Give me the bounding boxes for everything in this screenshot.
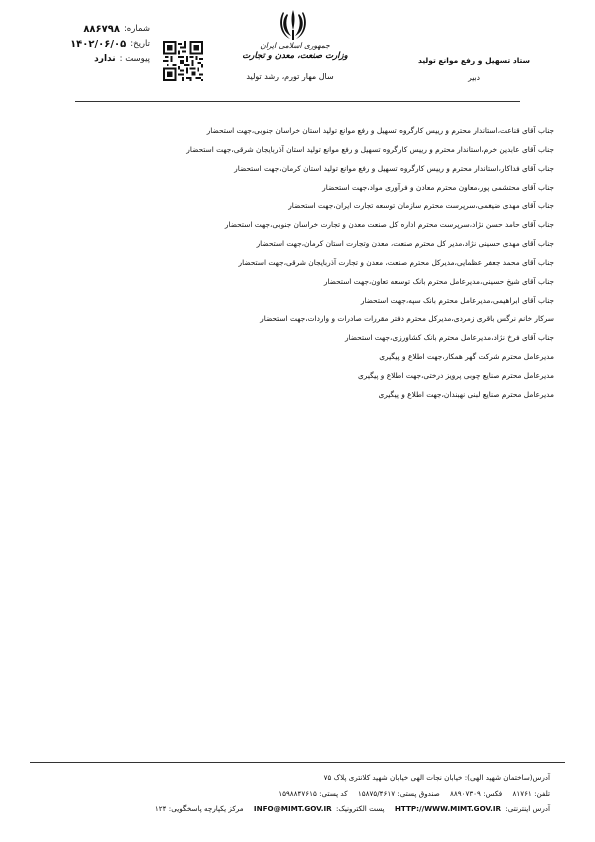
list-item: جناب آقای قناعت،استاندار محترم و رییس کارگروه تسهیل و رفع موانع تولید استان خراسان جنوبی،جهت استحضار xyxy=(206,126,554,135)
footer-pobox: صندوق پستی: ۱۵۸۷۵/۴۶۱۷ xyxy=(357,788,440,798)
year-slogan: سال مهار تورم، رشد تولید xyxy=(246,72,334,81)
gov-line-1: جمهوری اسلامی ایران xyxy=(260,41,330,50)
iran-emblem-icon xyxy=(277,8,309,44)
number-value: ۸۸۶۷۹۸ xyxy=(83,24,120,35)
org-name: ستاد تسهیل و رفع موانع تولید xyxy=(418,56,530,65)
header-divider xyxy=(75,101,520,102)
footer-website-label: آدرس اینترنتی: xyxy=(505,804,550,813)
footer-web-row xyxy=(40,801,550,817)
letter-footer xyxy=(40,770,550,817)
gov-line-2: وزارت صنعت، معدن و تجارت xyxy=(242,51,348,61)
footer-divider xyxy=(30,762,565,763)
attachment-value: ندارد xyxy=(94,54,116,64)
list-item: جناب آقای فداکار،استاندار محترم و رییس کارگروه تسهیل و رفع موانع تولید استان کرمان،جهت استحضار xyxy=(234,163,554,173)
list-item: جناب آقای محمد جعفر عظمایی،مدیرکل محترم صنعت، معدن و تجارت آذربایجان شرقی،جهت استحضار xyxy=(238,257,554,267)
recipient-list xyxy=(60,122,554,405)
list-item: جناب آقای شیخ حسینی،مدیرعامل محترم بانک توسعه تعاون،جهت استحضار xyxy=(323,276,554,286)
list-item: جناب آقای مهدی حسینی نژاد،مدیر کل محترم صنعت، معدن وتجارت استان کرمان،جهت استحضار xyxy=(256,239,554,249)
qr-code-icon xyxy=(163,41,203,81)
footer-contact-row xyxy=(40,786,550,802)
list-item: جناب آقای عابدین خرم،استاندار محترم و رییس کارگروه تسهیل و رفع موانع تولید استان آذربایجان شرقی،جهت استحضار xyxy=(186,144,554,154)
government-title xyxy=(240,40,350,62)
list-item: مدیرعامل محترم شرکت گهر همکار،جهت اطلاع و پیگیری xyxy=(379,352,554,362)
number-label: شماره: xyxy=(123,24,150,34)
list-item: مدیرعامل محترم صنایع لبنی نهبندان،جهت اطلاع و پیگیری xyxy=(378,389,554,399)
footer-response-center: مرکز یکپارچه پاسخگویی: ۱۲۴ xyxy=(154,804,244,813)
list-item: جناب آقای فرخ نژاد،مدیرعامل محترم بانک کشاورزی،جهت استحضار xyxy=(344,333,554,343)
list-item: جناب آقای حامد حسن نژاد،سرپرست محترم اداره کل صنعت معدن و تجارت خراسان جنوبی،جهت استحضار xyxy=(224,220,554,230)
list-item: جناب آقای ابراهیمی،مدیرعامل محترم بانک سپه،جهت استحضار xyxy=(360,295,554,305)
footer-postal-code: کد پستی: ۱۵۹۸۸۴۷۶۱۵ xyxy=(278,788,348,798)
date-value: ۱۴۰۲/۰۶/۰۵ xyxy=(70,39,127,50)
attachment-label: پیوست : xyxy=(119,54,150,64)
org-role: دبیر xyxy=(468,73,480,82)
issuing-organization xyxy=(404,52,544,86)
letter-meta xyxy=(40,22,150,67)
footer-phone: تلفن: ۸۱۷۶۱ xyxy=(512,788,550,798)
list-item: جناب آقای محتشمی پور،معاون محترم معادن و فرآوری مواد،جهت استحضار xyxy=(322,182,554,192)
list-item: جناب آقای مهدی ضیغمی،سرپرست محترم سازمان توسعه تجارت ایران،جهت استحضار xyxy=(288,201,554,211)
list-item: سرکار خانم نرگس باقری زمردی،مدیرکل محترم دفتر مقررات صادرات و واردات،جهت استحضار xyxy=(260,314,554,324)
footer-fax: فکس: ۸۸۹۰۷۳۰۹ xyxy=(450,788,503,798)
footer-email-link[interactable]: INFO@MIMT.GOV.IR xyxy=(253,804,332,813)
letter-attachment-row xyxy=(40,52,150,67)
date-label: تاریخ: xyxy=(130,39,150,49)
letter-date-row xyxy=(40,37,150,52)
letter-number-row xyxy=(40,22,150,37)
list-item: مدیرعامل محترم صنایع چوبی پرویز درختی،جهت اطلاع و پیگیری xyxy=(357,370,554,380)
footer-email-label: پست الکترونیک: xyxy=(336,804,385,813)
footer-website-link[interactable]: HTTP://WWW.MIMT.GOV.IR xyxy=(394,804,502,813)
footer-address: آدرس(ساختمان شهید الهی): خیابان نجات الهی خیابان شهید کلانتری پلاک ۷۵ xyxy=(323,773,550,782)
